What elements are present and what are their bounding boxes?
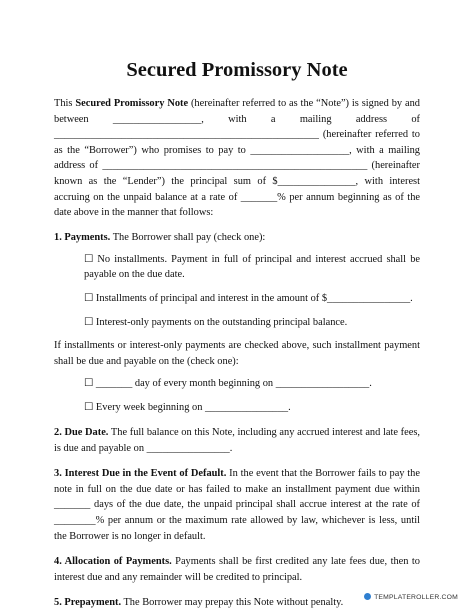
payment-option-interest-only[interactable]: ☐ Interest-only payments on the outstanding principal balance. [84,316,348,328]
installments-paragraph: If installments or interest-only payments are checked above, such installment payment shall be due and payable on the (check one): [54,340,420,367]
installment-option-monthly[interactable]: ☐ _______ day of every month beginning on __________________. [84,377,372,389]
document-title: Secured Promissory Note [126,59,348,81]
installment-options [84,376,420,415]
intro-bold-title: Secured Promissory Note [75,98,189,109]
footer-text: TEMPLATEROLLER.COM [374,594,458,601]
payments-heading: 1. Payments. [54,231,111,243]
prepayment-heading: 5. Prepayment. [54,597,122,609]
payment-options [84,252,420,330]
allocation-heading: 4. Allocation of Payments. [54,556,172,568]
default-heading: 3. Interest Due in the Event of Default. [54,468,227,480]
allocation-paragraph: 4. Allocation of Payments. Payments shall be first credited any late fees due, then to interest due and any remainder will be credited to principal. [54,556,420,583]
installment-option-weekly[interactable]: ☐ Every week beginning on ________________. [84,401,291,413]
payments-paragraph: 1. Payments. The Borrower shall pay (check one): [54,231,266,243]
payment-option-installments[interactable]: ☐ Installments of principal and interest in the amount of $________________. [84,293,413,305]
default-paragraph: 3. Interest Due in the Event of Default. In the event that the Borrower fails to pay the note in full on the due date or has failed to make an installment payment due within _______ days of the due date, the unpaid principal shall accrue interest at the rate of ________% per annum or the maximum rate allowed by law, whichever is less, until the Borrower is no longer in default. [54,468,420,542]
intro-paragraph: This Secured Promissory Note (hereinafter referred to as the “Note”) is signed by and between _________________, with a mailing address of ___________________________________________________ (hereinafter referred to as the “Borrower”) who promises to pay to ___________________, with a mailing address of ___________________________________________________ (hereinafter known as the “Lender”) the principal sum of $_______________, with interest accruing on the unpaid balance at a rate of _______% per annum beginning as of the date above in the manner that follows: [54,98,420,219]
templateroller-logo-icon [364,593,371,600]
prepayment-paragraph: 5. Prepayment. The Borrower may prepay this Note without penalty. [54,597,344,609]
due-date-heading: 2. Due Date. [54,427,109,439]
payment-option-no-installments[interactable]: ☐ No installments. Payment in full of principal and interest accrued shall be payable on the due date. [84,253,420,281]
footer-watermark [364,593,458,601]
due-date-paragraph: 2. Due Date. The full balance on this Note, including any accrued interest and late fees, is due and payable on ________________. [54,427,420,454]
document-page [54,58,420,611]
